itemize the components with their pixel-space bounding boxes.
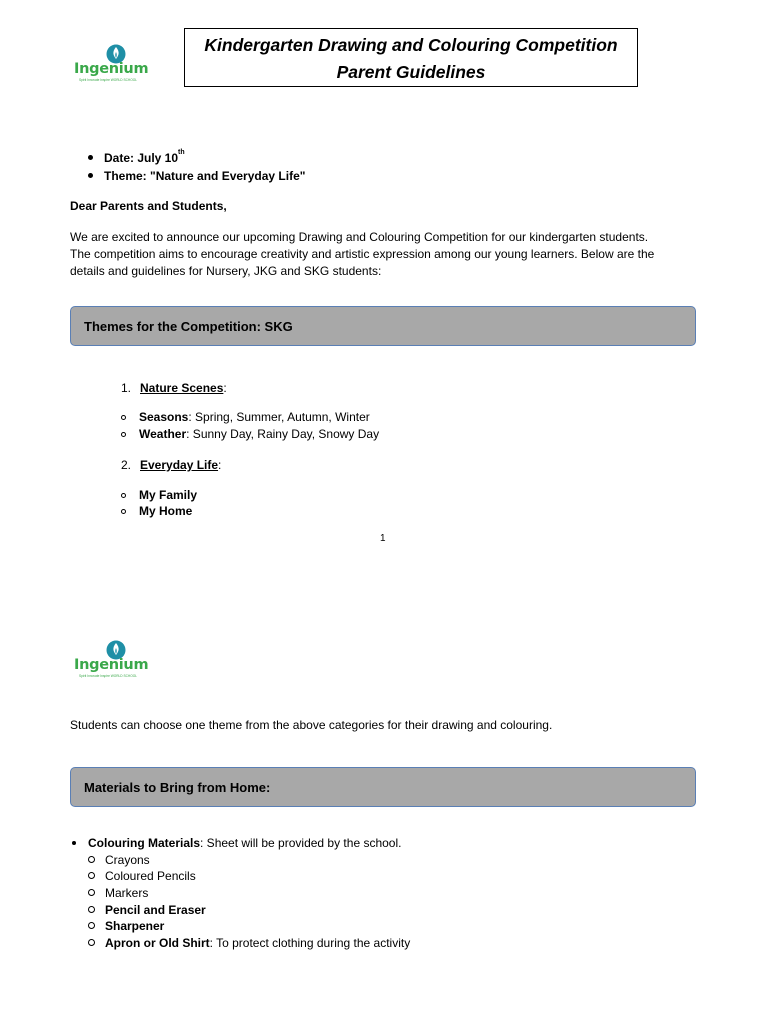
material-text: Crayons xyxy=(105,853,150,867)
circle-bullet-icon xyxy=(88,939,95,946)
logo-wordmark: Ingenium xyxy=(74,61,149,77)
theme-item-everyday xyxy=(121,458,221,472)
theme-item-nature xyxy=(121,381,227,395)
circle-bullet-icon xyxy=(88,872,95,879)
material-label: Colouring Materials xyxy=(88,836,201,850)
school-logo xyxy=(74,640,149,686)
theme-subitem-family xyxy=(121,488,197,502)
choose-theme-text: Students can choose one theme from the above categories for their drawing and colouring. xyxy=(70,718,553,732)
date-superscript: th xyxy=(178,149,185,156)
greeting: Dear Parents and Students, xyxy=(70,199,227,213)
material-pencils xyxy=(88,869,196,883)
date-bullet xyxy=(88,151,185,165)
material-sharpener xyxy=(88,919,164,933)
theme-subitem-weather xyxy=(121,427,379,441)
circle-bullet-icon xyxy=(121,509,126,514)
material-colouring xyxy=(72,836,401,850)
page-number: 1 xyxy=(380,533,386,544)
materials-section-header: Materials to Bring from Home: xyxy=(70,767,696,807)
material-text: : Sheet will be provided by the school. xyxy=(200,836,402,850)
theme-subitem-home xyxy=(121,504,192,518)
theme-bullet xyxy=(88,169,305,183)
material-label: Pencil and Eraser xyxy=(105,903,206,917)
title-line-1: Kindergarten Drawing and Colouring Competition xyxy=(204,35,618,55)
theme-text: Theme: "Nature and Everyday Life" xyxy=(104,169,306,183)
title-line-2: Parent Guidelines xyxy=(336,62,486,82)
circle-bullet-icon xyxy=(121,432,126,437)
material-pencil-eraser xyxy=(88,903,206,917)
intro-line: We are excited to announce our upcoming Drawing and Colouring Competition for our kindergarten students. xyxy=(70,230,649,244)
item-title: Nature Scenes xyxy=(140,381,224,395)
material-markers xyxy=(88,886,148,900)
circle-bullet-icon xyxy=(121,493,126,498)
intro-line: details and guidelines for Nursery, JKG and SKG students: xyxy=(70,264,382,278)
intro-paragraph xyxy=(70,229,654,280)
circle-bullet-icon xyxy=(88,889,95,896)
item-number: 2. xyxy=(121,458,132,472)
logo-wordmark: Ingenium xyxy=(74,657,149,673)
item-title: Everyday Life xyxy=(140,458,219,472)
intro-line: The competition aims to encourage creativity and artistic expression among our young learners. Below are the xyxy=(70,247,655,261)
document-title xyxy=(184,28,638,87)
circle-bullet-icon xyxy=(88,922,95,929)
item-suffix: : xyxy=(223,381,227,395)
circle-bullet-icon xyxy=(88,906,95,913)
bullet-icon xyxy=(72,841,76,845)
material-label: Apron or Old Shirt xyxy=(105,936,210,950)
subitem-label: Seasons xyxy=(139,410,189,424)
subitem-label: Weather xyxy=(139,427,187,441)
subitem-label: My Family xyxy=(139,488,198,502)
subitem-text: : Spring, Summer, Autumn, Winter xyxy=(188,410,370,424)
logo-tagline: Spirit Innovate Inspire WORLD SCHOOL xyxy=(79,78,137,82)
circle-bullet-icon xyxy=(121,415,126,420)
item-suffix: : xyxy=(218,458,222,472)
themes-section-header: Themes for the Competition: SKG xyxy=(70,306,696,346)
item-number: 1. xyxy=(121,381,132,395)
material-apron xyxy=(88,936,410,950)
bullet-icon xyxy=(88,155,93,160)
theme-subitem-seasons xyxy=(121,410,370,424)
date-text: Date: July 10 xyxy=(104,151,179,165)
material-label: Sharpener xyxy=(105,919,165,933)
subitem-label: My Home xyxy=(139,504,193,518)
school-logo xyxy=(74,44,149,90)
subitem-text: : Sunny Day, Rainy Day, Snowy Day xyxy=(186,427,380,441)
logo-tagline: Spirit Innovate Inspire WORLD SCHOOL xyxy=(79,674,137,678)
material-crayons xyxy=(88,853,150,867)
bullet-icon xyxy=(88,173,93,178)
material-text: : To protect clothing during the activity xyxy=(209,936,411,950)
material-text: Coloured Pencils xyxy=(105,869,196,883)
material-text: Markers xyxy=(105,886,149,900)
circle-bullet-icon xyxy=(88,856,95,863)
